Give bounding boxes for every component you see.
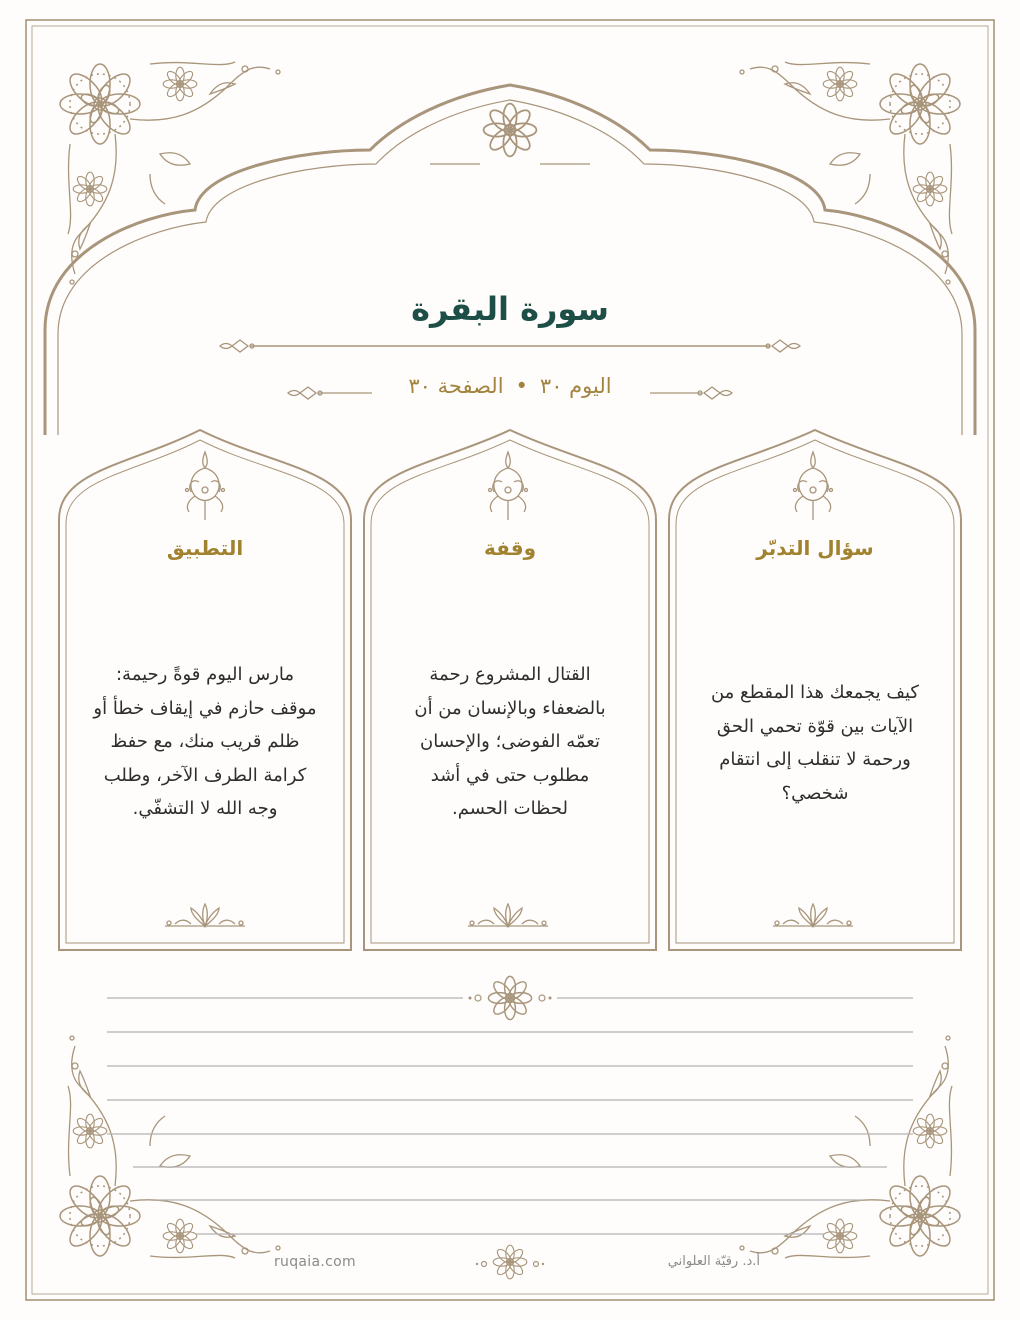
card-line: ورحمة لا تنقلب إلى انتقام bbox=[719, 749, 911, 770]
notes-lines bbox=[107, 998, 913, 1234]
card-title-pause: وقفة bbox=[483, 536, 537, 560]
card-text-reflection-question bbox=[690, 676, 940, 810]
card-line: الآيات بين قوّة تحمي الحق bbox=[716, 715, 914, 737]
card-line: القتال المشروع رحمة bbox=[429, 664, 591, 685]
card-line: بالضعفاء وبالإنسان من أن bbox=[414, 697, 606, 719]
card-line: موقف حازم في إيقاف خطأ أو bbox=[93, 697, 317, 719]
title-divider bbox=[220, 340, 800, 352]
card-title-application: التطبيق bbox=[166, 536, 244, 560]
card-line: مارس اليوم قوةً رحيمة: bbox=[115, 664, 295, 685]
page-label: الصفحة ٣٠ bbox=[408, 374, 504, 398]
card-title-reflection-question: سؤال التدبّر bbox=[756, 536, 874, 560]
footer-author: أ.د. رقيّة العلواني bbox=[667, 1254, 760, 1269]
subtitle-separator: • bbox=[515, 374, 528, 398]
card-line: تعمّه الفوضى؛ والإحسان bbox=[420, 731, 600, 752]
day-label: اليوم ٣٠ bbox=[539, 374, 612, 398]
card-line: ظلم قريب منك، مع حفظ bbox=[110, 731, 300, 752]
lotus-ornament-icon bbox=[165, 904, 853, 926]
card-text-application bbox=[80, 658, 330, 826]
card-line: كرامة الطرف الآخر، وطلب bbox=[103, 764, 307, 786]
page-subtitle bbox=[0, 374, 1020, 398]
card-line: وجه الله لا التشفّي. bbox=[132, 798, 278, 819]
footer-rosette-icon bbox=[476, 1245, 544, 1279]
notes-divider-rosette-icon bbox=[469, 976, 552, 1019]
card-text-pause bbox=[385, 658, 635, 826]
footer-website: ruqaia.com bbox=[274, 1254, 356, 1270]
card-line: لحظات الحسم. bbox=[452, 798, 568, 819]
card-line: شخصي؟ bbox=[781, 782, 849, 804]
card-line: كيف يجمعك هذا المقطع من bbox=[710, 682, 920, 703]
page-title: سورة البقرة bbox=[411, 290, 609, 328]
card-line: مطلوب حتى في أشد bbox=[430, 764, 590, 786]
rosette-icon bbox=[484, 104, 537, 157]
